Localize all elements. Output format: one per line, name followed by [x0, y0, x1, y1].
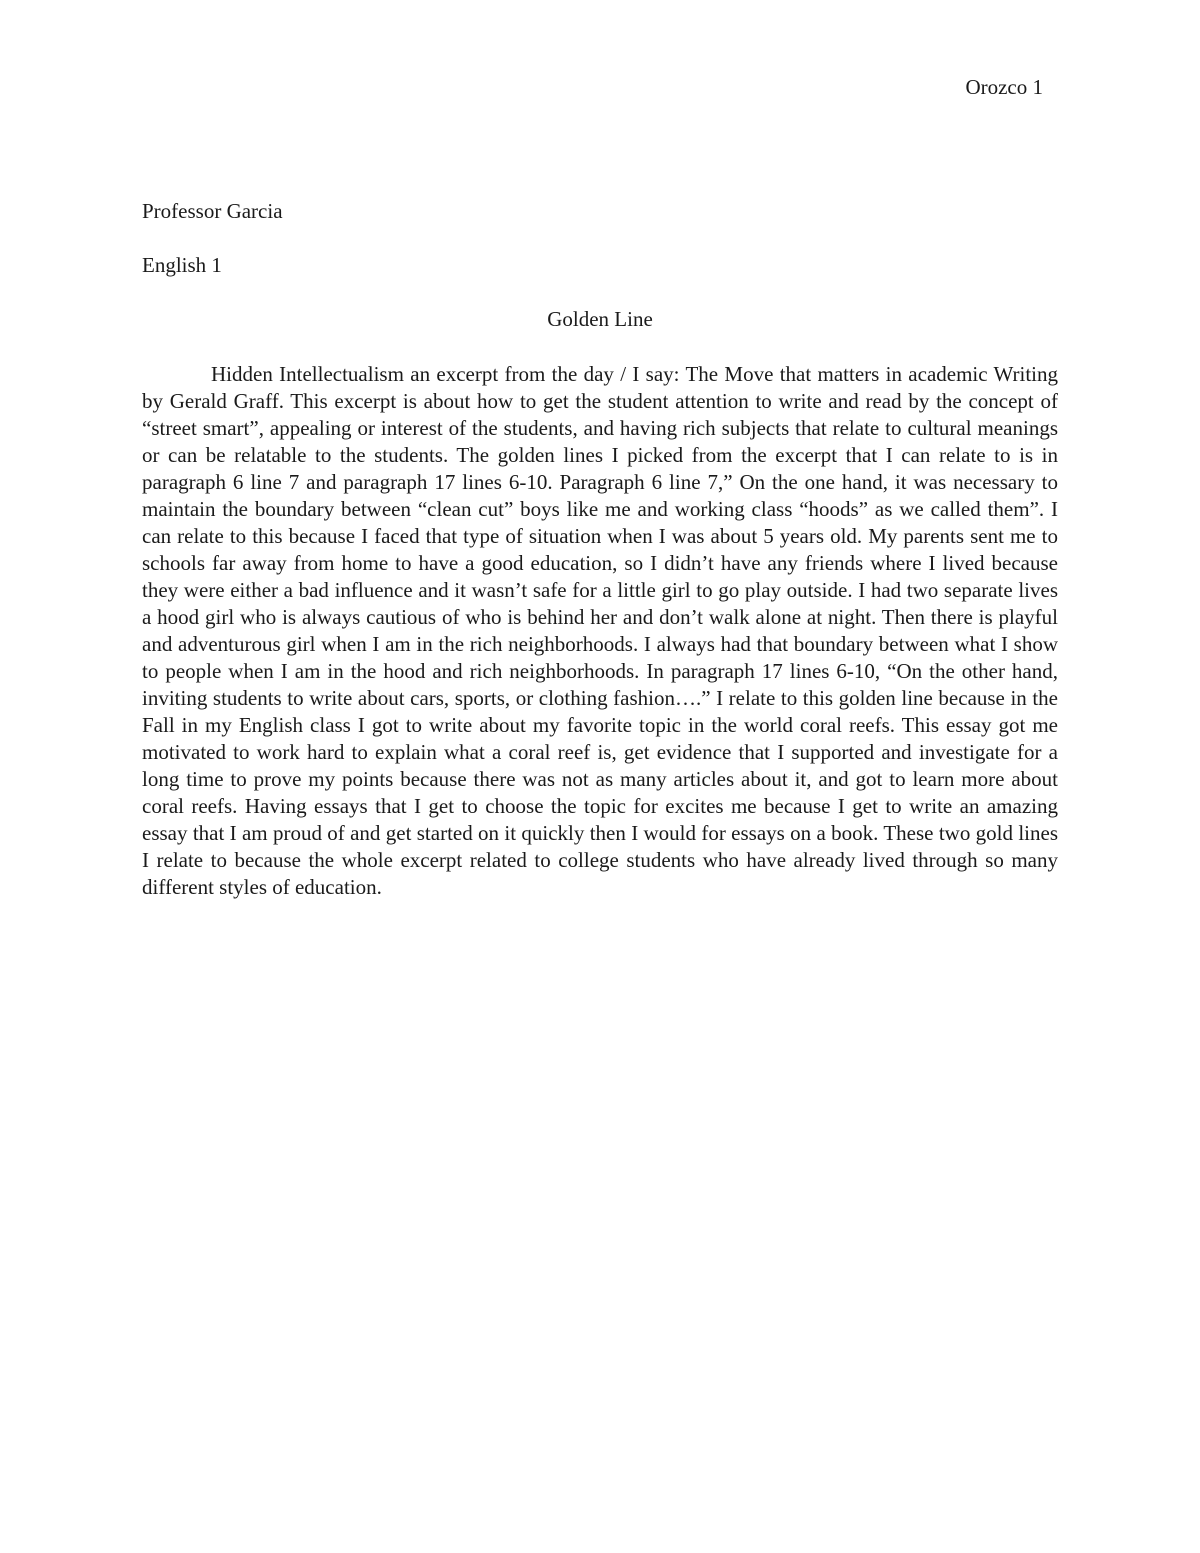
essay-title: Golden Line [547, 307, 653, 331]
professor-name: Professor Garcia [142, 199, 283, 223]
running-head: Orozco 1 [965, 75, 1043, 99]
essay-paragraph: Hidden Intellectualism an excerpt from the day / I say: The Move that matters in academic Writing by Gerald Graff. This excerpt is about how to get the student attention to write and read by the concept of “street smart”, appealing or interest of the students, and having rich subjects that relate to cultural meanings or can be relatable to the students. The golden lines I picked from the excerpt that I can relate to is in paragraph 6 line 7 and paragraph 17 lines 6-10. Paragraph 6 line 7,” On the one hand, it was necessary to maintain the boundary between “clean cut” boys like me and working class “hoods” as we called them”. I can relate to this because I faced that type of situation when I was about 5 years old. My parents sent me to schools far away from home to have a good education, so I didn’t have any friends where I lived because they were either a bad influence and it wasn’t safe for a little girl to go play outside. I had two separate lives a hood girl who is always cautious of who is behind her and don’t walk alone at night. Then there is playful and adventurous girl when I am in the rich neighborhoods. I always had that boundary between what I show to people when I am in the hood and rich neighborhoods. In paragraph 17 lines 6-10, “On the other hand, inviting students to write about cars, sports, or clothing fashion….” I relate to this golden line because in the Fall in my English class I got to write about my favorite topic in the world coral reefs. This essay got me motivated to work hard to explain what a coral reef is, get evidence that I supported and investigate for a long time to prove my points because there was not as many articles about it, and got to learn more about coral reefs. Having essays that I get to choose the topic for excites me because I get to write an amazing essay that I am proud of and get started on it quickly then I would for essays on a book. These two gold lines I relate to because the whole excerpt related to college students who have already lived through so many different styles of education. [142, 362, 1058, 899]
course-name: English 1 [142, 253, 222, 277]
